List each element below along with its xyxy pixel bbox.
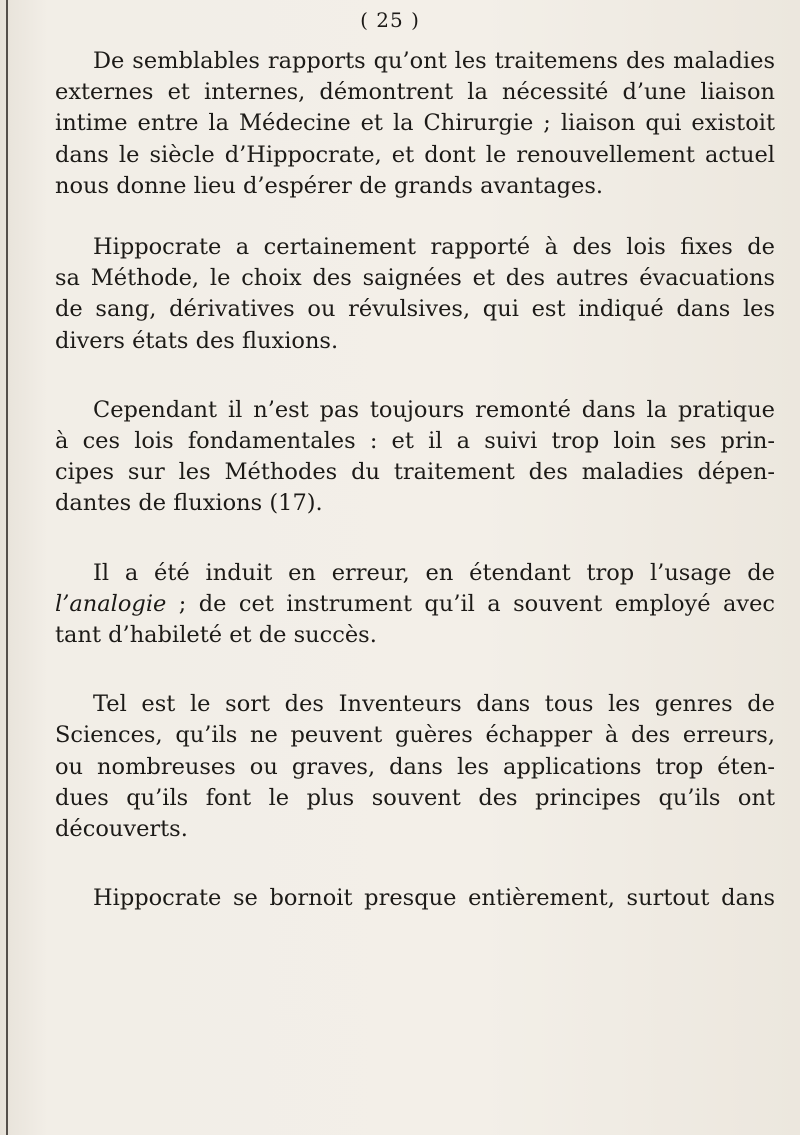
text-line: dantes de fluxions (17).	[55, 490, 323, 517]
page-number: ( 25 )	[360, 8, 420, 32]
text-line: ou nombreuses ou graves, dans les applications trop éten-	[55, 753, 775, 780]
text-line: divers états des fluxions.	[55, 327, 339, 354]
text-line: Il a été induit en erreur, en étendant trop l’usage de	[93, 559, 775, 586]
text-line: à ces lois fondamentales : et il a suivi trop loin ses prin-	[55, 428, 775, 455]
text-line: Tel est le sort des Inventeurs dans tous les genres de	[93, 691, 775, 718]
text-line: Cependant il n’est pas toujours remonté dans la pratique	[93, 396, 775, 423]
text-line: dues qu’ils font le plus souvent des principes qu’ils ont	[55, 784, 775, 811]
text-line: Hippocrate a certainement rapporté à des lois fixes de	[93, 234, 775, 261]
paragraph-5	[55, 689, 775, 845]
paragraph-3	[55, 395, 775, 520]
text-line: sa Méthode, le choix des saignées et des autres évacuations	[55, 265, 775, 292]
text-line: cipes sur les Méthodes du traitement des maladies dépen-	[55, 459, 775, 486]
text-line: nous donne lieu d’espérer de grands avantages.	[55, 172, 604, 199]
text-line: Hippocrate se bornoit presque entièrement, surtout dans	[93, 885, 775, 912]
text-line: De semblables rapports qu’ont les traitemens des maladies	[93, 48, 775, 74]
paragraph-2	[55, 232, 775, 357]
text-line: Sciences, qu’ils ne peuvent guères échapper à des erreurs,	[55, 722, 775, 749]
paragraph-6	[55, 883, 775, 914]
text-line: dans le siècle d’Hippocrate, et dont le renouvellement actuel	[55, 141, 775, 168]
text-line: externes et internes, démontrent la nécessité d’une liaison	[55, 79, 775, 106]
text-line: découverts.	[55, 816, 188, 843]
text-line: intime entre la Médecine et la Chirurgie ; liaison qui existoit	[55, 110, 775, 137]
text-segment: ; de cet instrument qu’il a souvent employé avec	[166, 590, 775, 617]
paragraph-1	[55, 46, 775, 202]
text-line	[55, 589, 775, 620]
text-line: tant d’habileté et de succès.	[55, 622, 377, 649]
paragraph-4	[55, 558, 775, 652]
text-line: de sang, dérivatives ou révulsives, qui est indiqué dans les	[55, 296, 775, 323]
italic-term: l’analogie	[55, 590, 167, 617]
body-text	[55, 46, 775, 914]
binding-edge-line	[6, 0, 8, 1135]
